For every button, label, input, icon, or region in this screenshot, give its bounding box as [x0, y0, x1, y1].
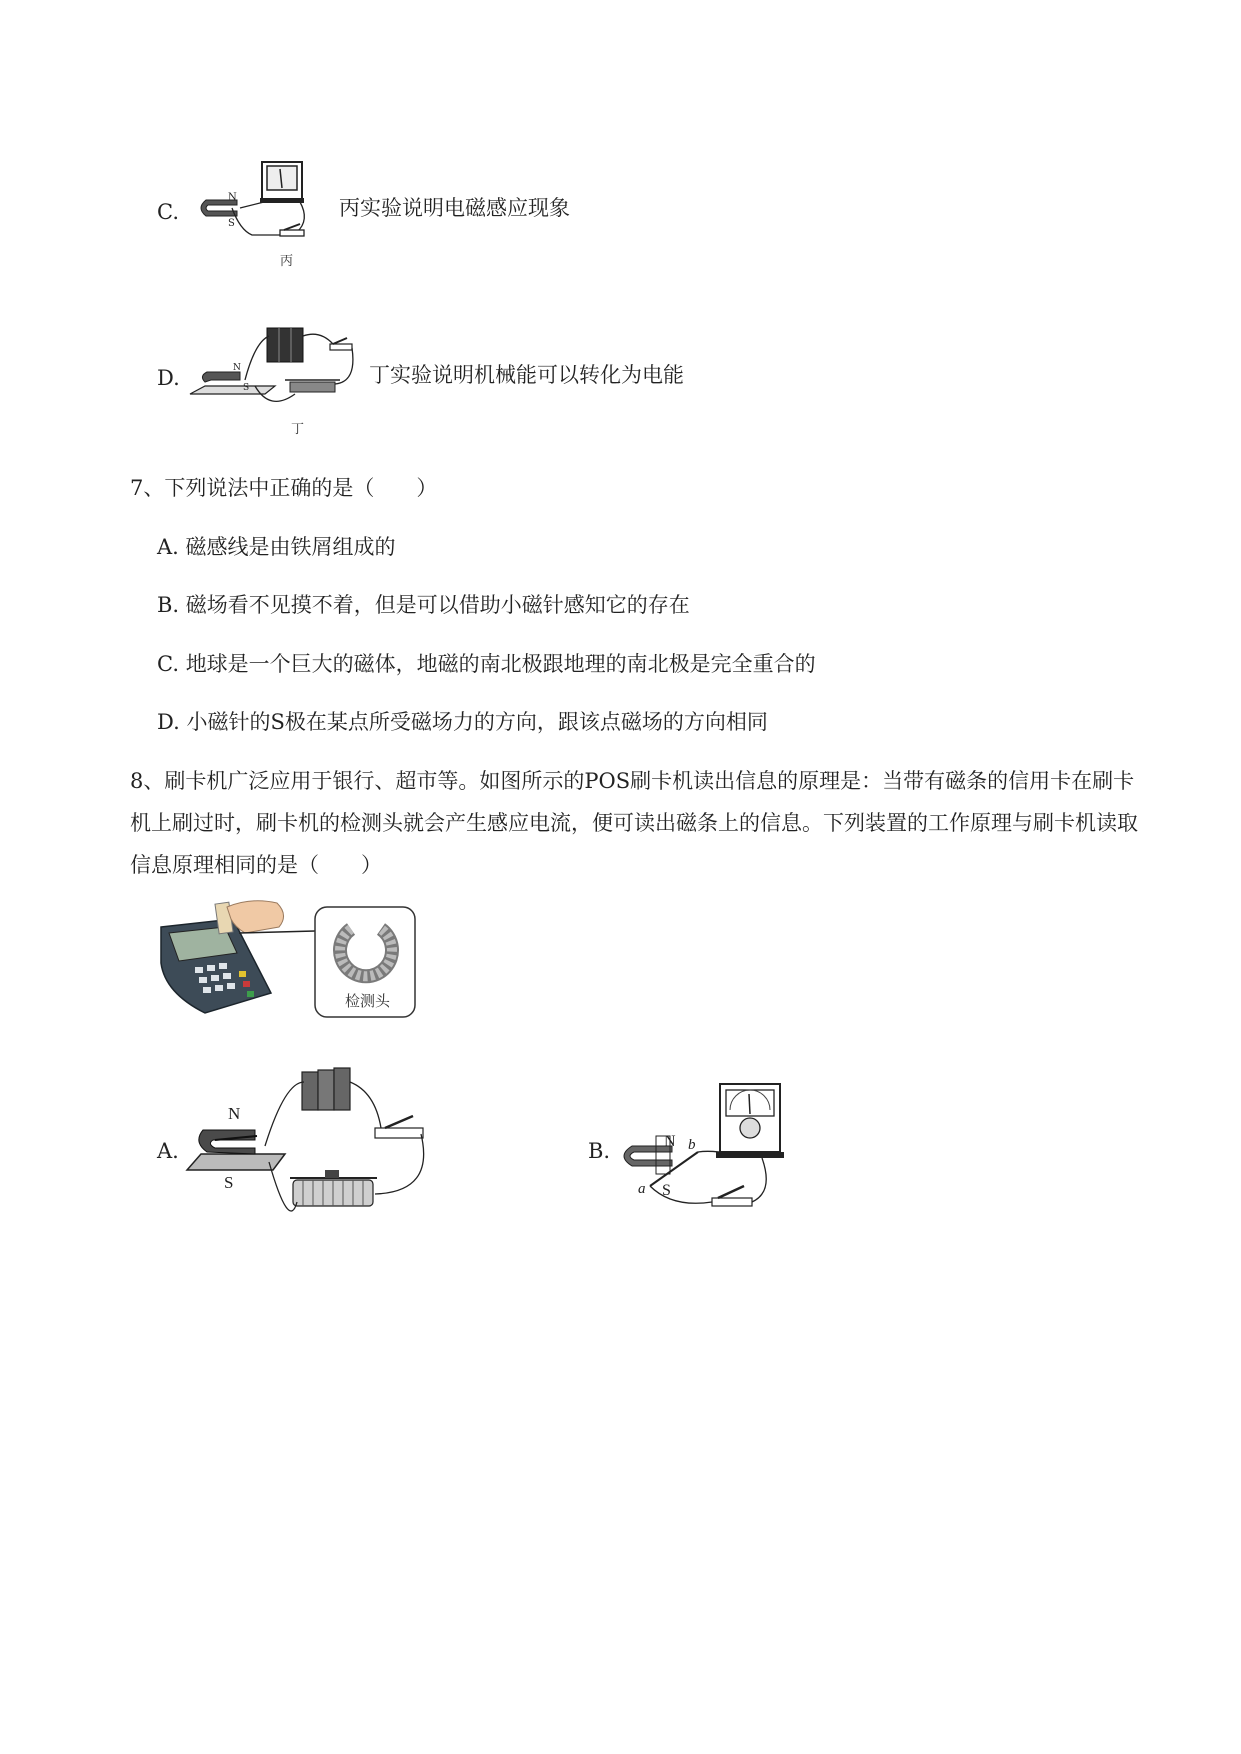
q7-stem: 7、下列说法中正确的是（ ）: [130, 476, 438, 500]
q8-pos-figure-label: 检测头: [345, 992, 391, 1010]
q8-option-b-pole-s: S: [662, 1182, 671, 1199]
q7-option-a-text: 磁感线是由铁屑组成的: [185, 535, 396, 559]
q7-option-c: [157, 649, 816, 679]
svg-text:S: S: [243, 383, 250, 393]
q6-option-c-letter: C.: [157, 200, 179, 224]
q8-option-a-letter: A.: [157, 1139, 179, 1163]
q7-option-c-text: 地球是一个巨大的磁体，地磁的南北极跟地理的南北极是完全重合的: [185, 652, 816, 676]
q7-option-a: [157, 532, 396, 562]
q6-option-c-figure: [192, 160, 327, 270]
q6-option-d-figure-caption: 丁: [291, 422, 305, 437]
q8-pos-figure: [155, 893, 425, 1043]
q6-option-c-figure-caption: 丙: [280, 254, 294, 269]
svg-text:N: N: [233, 363, 241, 373]
q8-option-a-pole-s: S: [224, 1173, 234, 1192]
q6-option-d-letter: D.: [157, 366, 180, 390]
q7-option-b-letter: B.: [157, 593, 180, 617]
q7-option-d-text: 小磁针的S极在某点所受磁场力的方向，跟该点磁场的方向相同: [186, 710, 768, 734]
svg-text:N: N: [228, 192, 237, 203]
q8-option-b-label-a: a: [638, 1181, 646, 1197]
q8-option-a-figure: [185, 1062, 440, 1237]
q6-option-d-text: 丁实验说明机械能可以转化为电能: [369, 363, 684, 387]
q7-option-d-letter: D.: [157, 710, 180, 734]
q6-option-d-figure: [185, 322, 360, 422]
q8-option-a-pole-n: N: [228, 1104, 241, 1123]
svg-text:S: S: [228, 218, 235, 229]
q8-stem: 8、刷卡机广泛应用于银行、超市等。如图所示的POS刷卡机读出信息的原理是：当带有磁条的信用卡在刷卡机上刷过时，刷卡机的检测头就会产生感应电流，便可读出磁条上的信息。下列装置的工作原理与刷卡机读取信息原理相同的是（ ）: [130, 769, 1138, 877]
q7-option-b-text: 磁场看不见摸不着，但是可以借助小磁针感知它的存在: [185, 593, 690, 617]
q8-option-b-label-b: b: [688, 1137, 696, 1153]
q8-option-b-letter: B.: [588, 1139, 611, 1163]
q7-option-c-letter: C.: [157, 652, 179, 676]
q7-option-b: [157, 590, 690, 620]
q7-option-a-letter: A.: [157, 535, 179, 559]
q7-option-d: [157, 707, 768, 737]
q8-option-b-pole-n: N: [664, 1133, 676, 1150]
q6-option-c-text: 丙实验说明电磁感应现象: [339, 196, 570, 220]
